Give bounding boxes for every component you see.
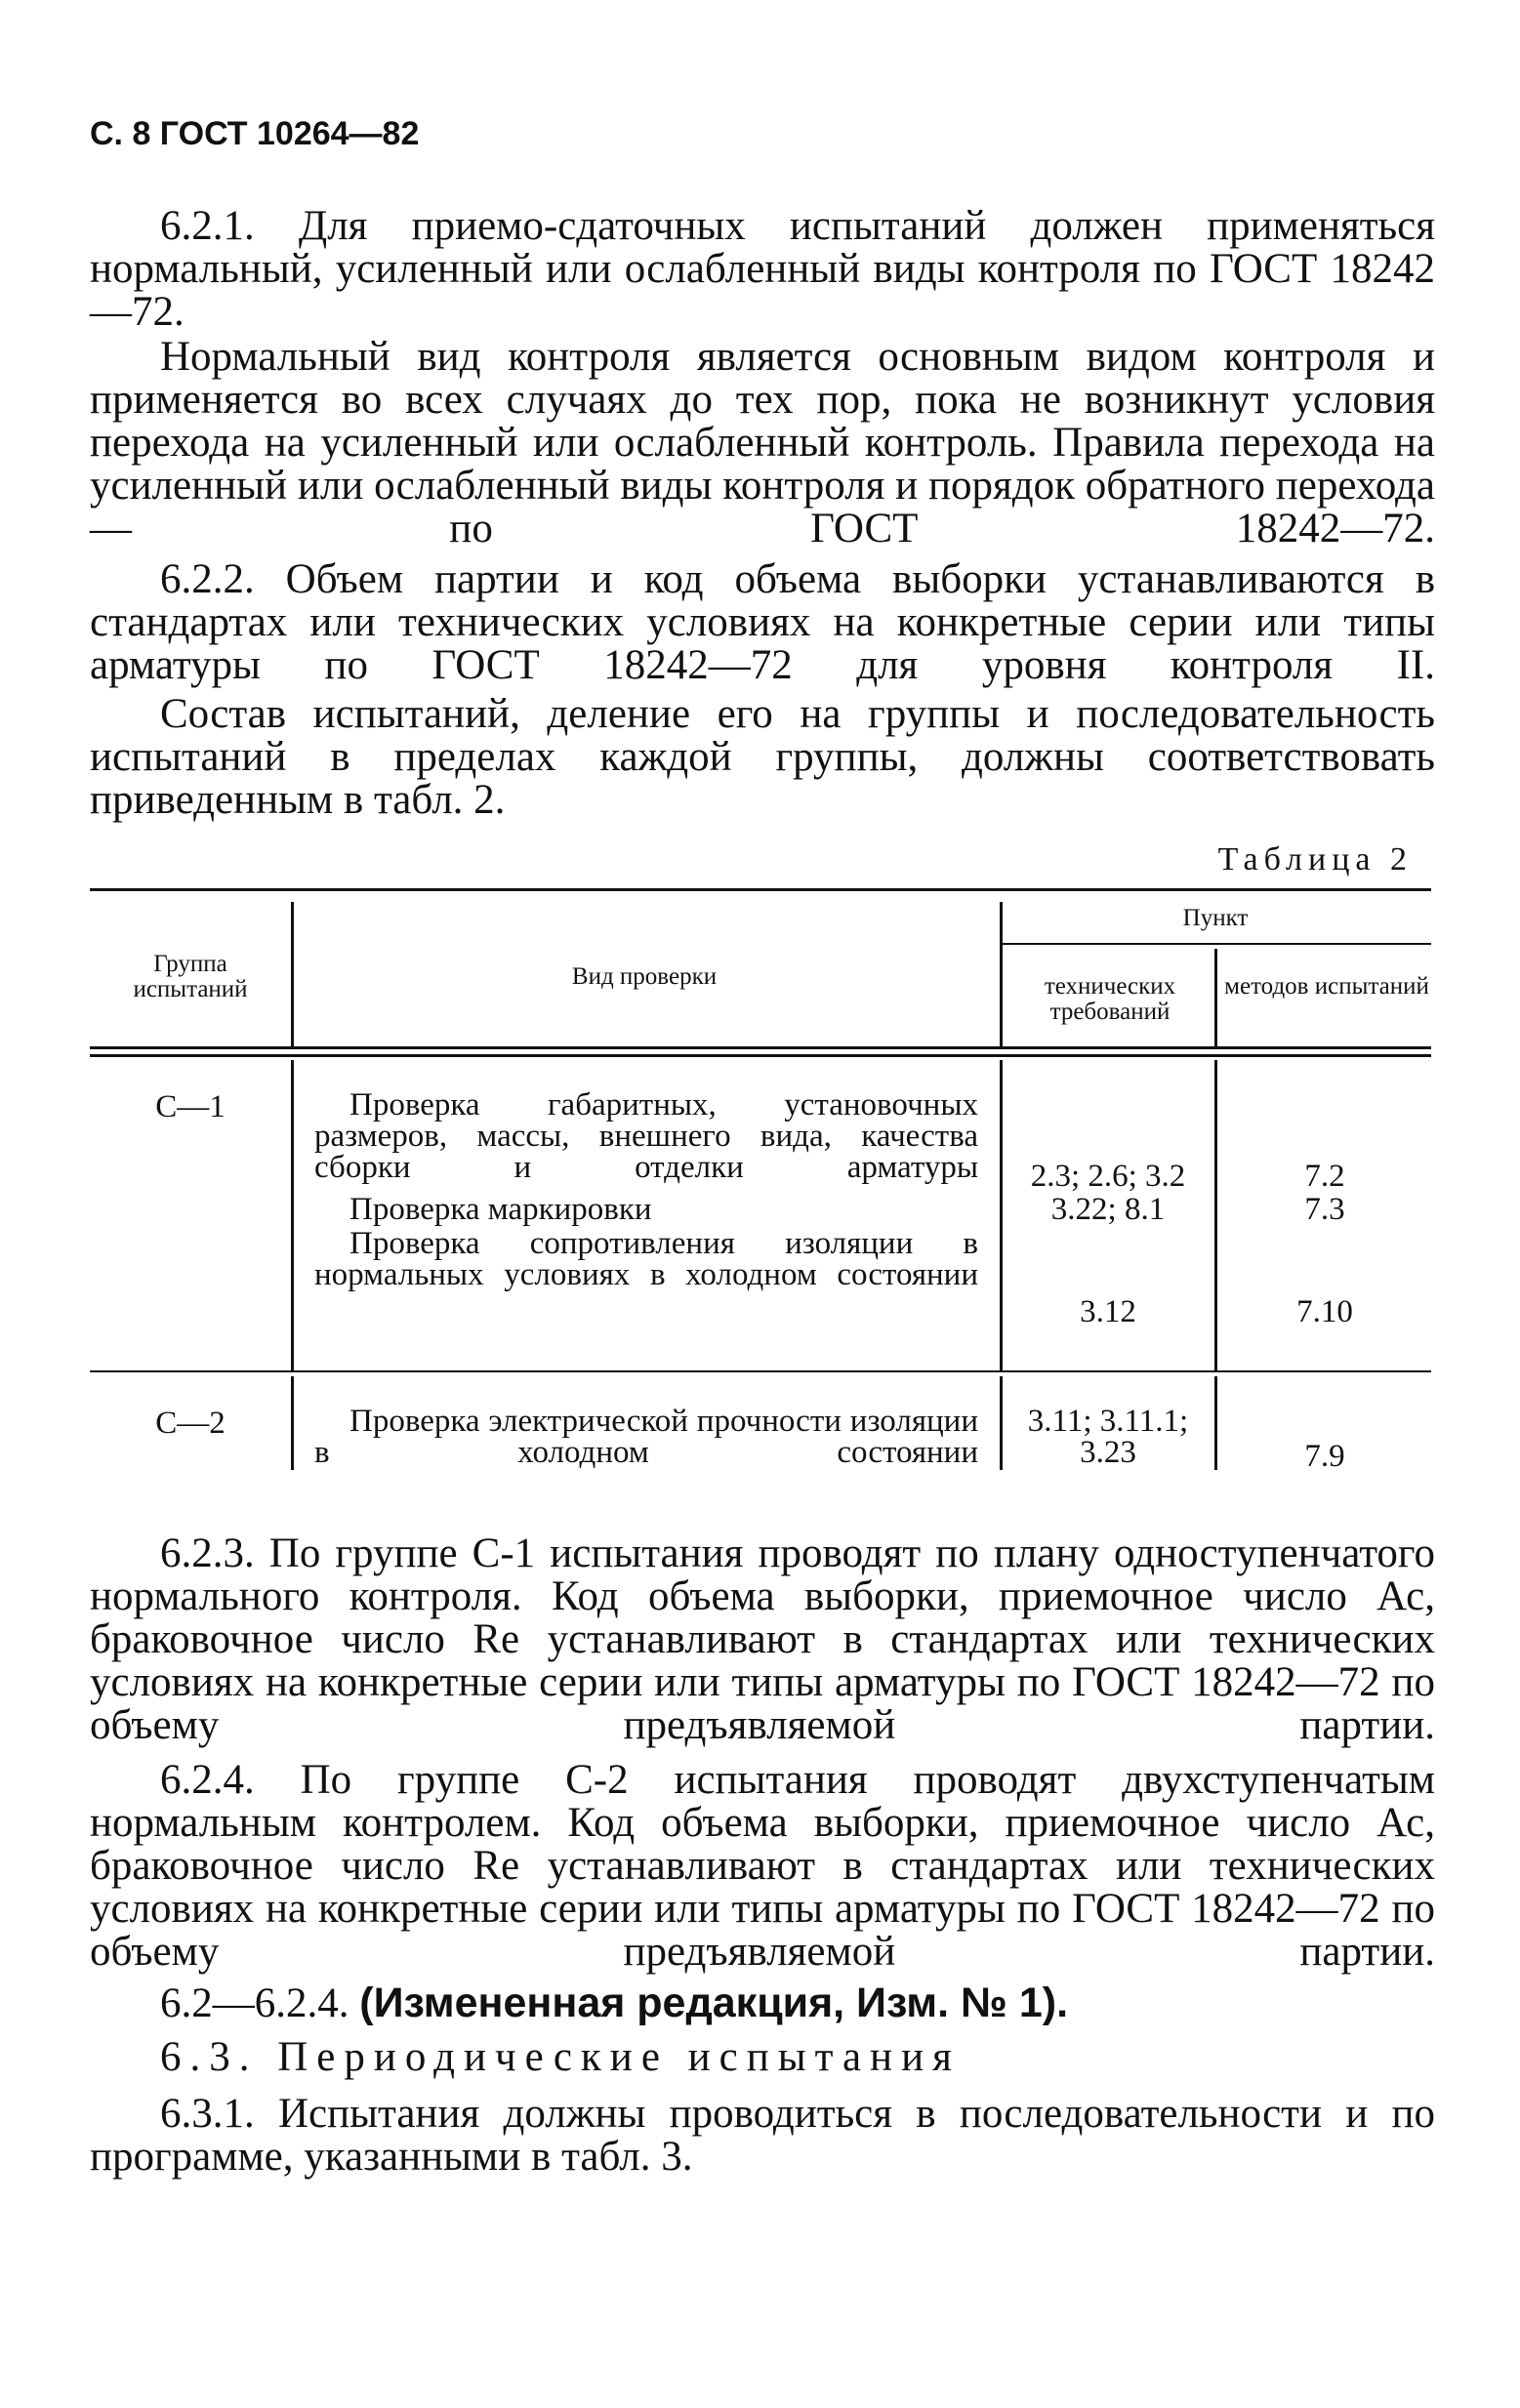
table-header-point: Пункт	[1182, 905, 1249, 931]
table-vline-group	[291, 902, 294, 1046]
paragraph-composition: Состав испытаний, деление его на группы и последовательность испытаний в пределах каждой группы, должны соответствовать приведенным в табл. 2.	[90, 691, 1435, 823]
row-c1-tech-2: 3.22; 8.1	[1050, 1192, 1166, 1227]
paragraph-edition	[90, 1981, 1435, 2025]
row-c1-tech-3: 3.12	[1080, 1294, 1136, 1329]
table-header-check: Вид проверки	[571, 963, 718, 990]
row-c1-methods-2: 7.3	[1304, 1192, 1345, 1227]
table-vline-methods	[1214, 949, 1217, 1046]
row-c1-methods-1: 7.2	[1304, 1159, 1345, 1194]
table-header-rule-1	[90, 1046, 1431, 1049]
paragraph-6-2-1: 6.2.1. Для приемо-сдаточных испытаний должен применяться нормальный, усиленный или ослабленный виды контроля по ГОСТ 18242—72.	[90, 203, 1435, 335]
table-vline-point	[1000, 902, 1003, 1046]
row-group-c1: С—1	[155, 1089, 226, 1124]
edition-range: 6.2—6.2.4.	[160, 1980, 349, 2026]
paragraph-6-2-4: 6.2.4. По группе С-2 испытания проводят двухступенчатым нормальным контролем. Код объема выборки, приемочное число Ас, браковочное число Re устанавливают в стандартах или технических условиях на конкретные серии или типы арматуры по ГОСТ 18242—72 по объему предъявляемой партии.	[90, 1757, 1435, 1975]
table-vline-group-body1	[291, 1060, 294, 1370]
table-row-separator	[90, 1370, 1431, 1372]
table-header-rule-2	[90, 1054, 1431, 1057]
table-vline-methods-body1	[1214, 1060, 1217, 1370]
row-c1-check-2: Проверка маркировки	[349, 1192, 652, 1227]
row-c2-tech-1: 3.11; 3.11.1; 3.23	[1027, 1404, 1189, 1470]
table-subheader-rule	[1001, 943, 1431, 945]
paragraph-normal-control: Нормальный вид контроля является основным видом контроля и применяется во всех случаях до тех пор, пока не возникнут условия перехода на усиленный или ослабленный контроль. Правила перехода на усиленный или ослабленный виды контроля и порядок обратного перехода — по ГОСТ 18242—72.	[90, 334, 1435, 551]
paragraph-6-3: 6.3. Периодические испытания	[160, 2034, 961, 2080]
row-c2-check-1: Проверка электрической прочности изоляции в холодном состоянии	[314, 1404, 978, 1470]
table-header-methods: методов испытаний	[1224, 973, 1429, 1000]
paragraph-6-2-3: 6.2.3. По группе С-1 испытания проводят по плану одноступенчатого нормального контроля. Код объема выборки, приемочное число Ас, браковочное число Re устанавливают в стандартах или технических условиях на конкретные серии или типы арматуры по ГОСТ 18242—72 по объему предъявляемой партии.	[90, 1531, 1435, 1748]
row-group-c2: С—2	[155, 1406, 226, 1441]
table-header-tech: технических требований	[1044, 973, 1176, 1025]
table-vline-point-body1	[1000, 1060, 1003, 1370]
page-header: С. 8 ГОСТ 10264—82	[90, 115, 420, 152]
row-c2-methods-1: 7.9	[1304, 1439, 1345, 1474]
row-c1-tech-1: 2.3; 2.6; 3.2	[1030, 1159, 1186, 1194]
table-vline-methods-body2	[1214, 1376, 1217, 1470]
table-header-group: Группа испытаний	[133, 951, 248, 1002]
row-c1-check-1: Проверка габаритных, установочных размеров, массы, внешнего вида, качества сборки и отделки арматуры	[314, 1087, 978, 1185]
table-vline-group-body2	[291, 1376, 294, 1470]
paragraph-6-3-1: 6.3.1. Испытания должны проводиться в последовательности и по программе, указанными в табл. 3.	[90, 2091, 1435, 2180]
table-top-rule	[90, 888, 1431, 891]
row-c1-check-3: Проверка сопротивления изоляции в нормальных условиях в холодном состоянии	[314, 1226, 978, 1292]
edition-note: (Измененная редакция, Изм. № 1).	[359, 1979, 1069, 2026]
row-c1-methods-3: 7.10	[1296, 1294, 1353, 1329]
table-vline-point-body2	[1000, 1376, 1003, 1470]
paragraph-6-2-2: 6.2.2. Объем партии и код объема выборки устанавливаются в стандартах или технических условиях на конкретные серии или типы арматуры по ГОСТ 18242—72 для уровня контроля II.	[90, 556, 1435, 688]
table-caption: Таблица 2	[1217, 841, 1413, 877]
